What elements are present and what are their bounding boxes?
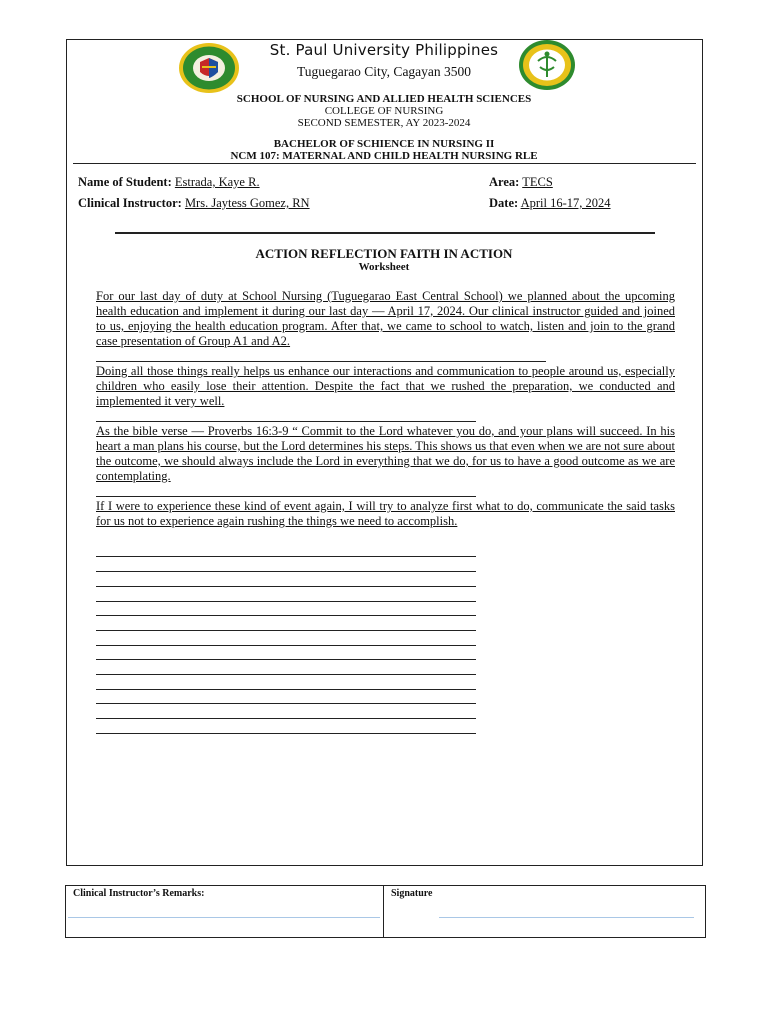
- remarks-line: [68, 917, 380, 918]
- blank-line: [96, 630, 476, 631]
- date-label: Date:: [489, 196, 519, 210]
- blank-line: [96, 674, 476, 675]
- school-name: SCHOOL OF NURSING AND ALLIED HEALTH SCIENCES: [236, 93, 532, 105]
- student-name-label: Name of Student:: [78, 175, 172, 189]
- student-name-value: Estrada, Kaye R.: [174, 175, 260, 189]
- signature-label: Signature: [391, 888, 433, 899]
- clinical-instructor-field: [78, 196, 310, 211]
- area-field: [489, 175, 553, 190]
- clinical-instructor-label: Clinical Instructor:: [78, 196, 182, 210]
- university-address: Tuguegarao City, Cagayan 3500: [296, 64, 472, 79]
- area-value: TECS: [522, 175, 553, 189]
- blank-line: [96, 718, 476, 719]
- course-title: NCM 107: MATERNAL AND CHILD HEALTH NURSING RLE: [230, 150, 538, 162]
- clinical-instructor-value: Mrs. Jaytess Gomez, RN: [184, 196, 310, 210]
- blank-line: [96, 556, 476, 557]
- answer-line: [96, 361, 546, 362]
- college-name: COLLEGE OF NURSING: [324, 105, 444, 117]
- worksheet-subtitle: Worksheet: [358, 261, 410, 273]
- date-field: [489, 196, 611, 211]
- worksheet-title: ACTION REFLECTION FAITH IN ACTION: [255, 246, 513, 261]
- student-name-field: [78, 175, 260, 190]
- header-divider: [73, 163, 696, 164]
- date-value: April 16-17, 2024: [520, 196, 611, 210]
- blank-line: [96, 703, 476, 704]
- blank-line: [96, 571, 476, 572]
- area-label: Area:: [489, 175, 520, 189]
- signature-cell[interactable]: [384, 886, 705, 937]
- blank-line: [96, 645, 476, 646]
- instructor-remarks-cell[interactable]: [66, 886, 384, 937]
- semester: SECOND SEMESTER, AY 2023-2024: [297, 117, 471, 129]
- program: BACHELOR OF SCHIENCE IN NURSING II: [273, 138, 495, 150]
- answer-line: [96, 421, 476, 422]
- remarks-table: [65, 885, 706, 938]
- blank-line: [96, 659, 476, 660]
- signature-line: [439, 917, 694, 918]
- reflection-paragraph-1: For our last day of duty at School Nursing (Tuguegarao East Central School) we planned about the upcoming health education and implement it during our last day — April 17, 2024. Our clinical instructor guided and joined to us, enjoying the health education program. After that, we came to school to watch, listen and join to the grand case presentation of Group A1 and A2.: [96, 289, 675, 348]
- blank-line: [96, 615, 476, 616]
- instructor-remarks-label: Clinical Instructor’s Remarks:: [73, 888, 205, 899]
- reflection-paragraph-4: If I were to experience these kind of event again, I will try to analyze first what to do, communicate the said tasks for us not to experience again rushing the things we need to accomplish.: [96, 499, 675, 528]
- reflection-paragraph-2: Doing all those things really helps us enhance our interactions and communication to people around us, especially children who easily lose their attention. Despite the fact that we rushed the preparation, we conducted and implemented it very well.: [96, 364, 675, 408]
- blank-line: [96, 689, 476, 690]
- blank-line: [96, 601, 476, 602]
- university-name: St. Paul University Philippines: [269, 41, 499, 59]
- answer-line: [96, 496, 476, 497]
- reflection-paragraph-3: As the bible verse — Proverbs 16:3-9 “ Commit to the Lord whatever you do, and your plans will succeed. In his heart a man plans his course, but the Lord determines his steps. This shows us that even when we are not sure about the outcome, we should always include the Lord in everything that we do, for us to have a good outcome as we are contemplating.: [96, 424, 675, 483]
- blank-line: [96, 586, 476, 587]
- section-divider: [115, 232, 655, 234]
- blank-line: [96, 733, 476, 734]
